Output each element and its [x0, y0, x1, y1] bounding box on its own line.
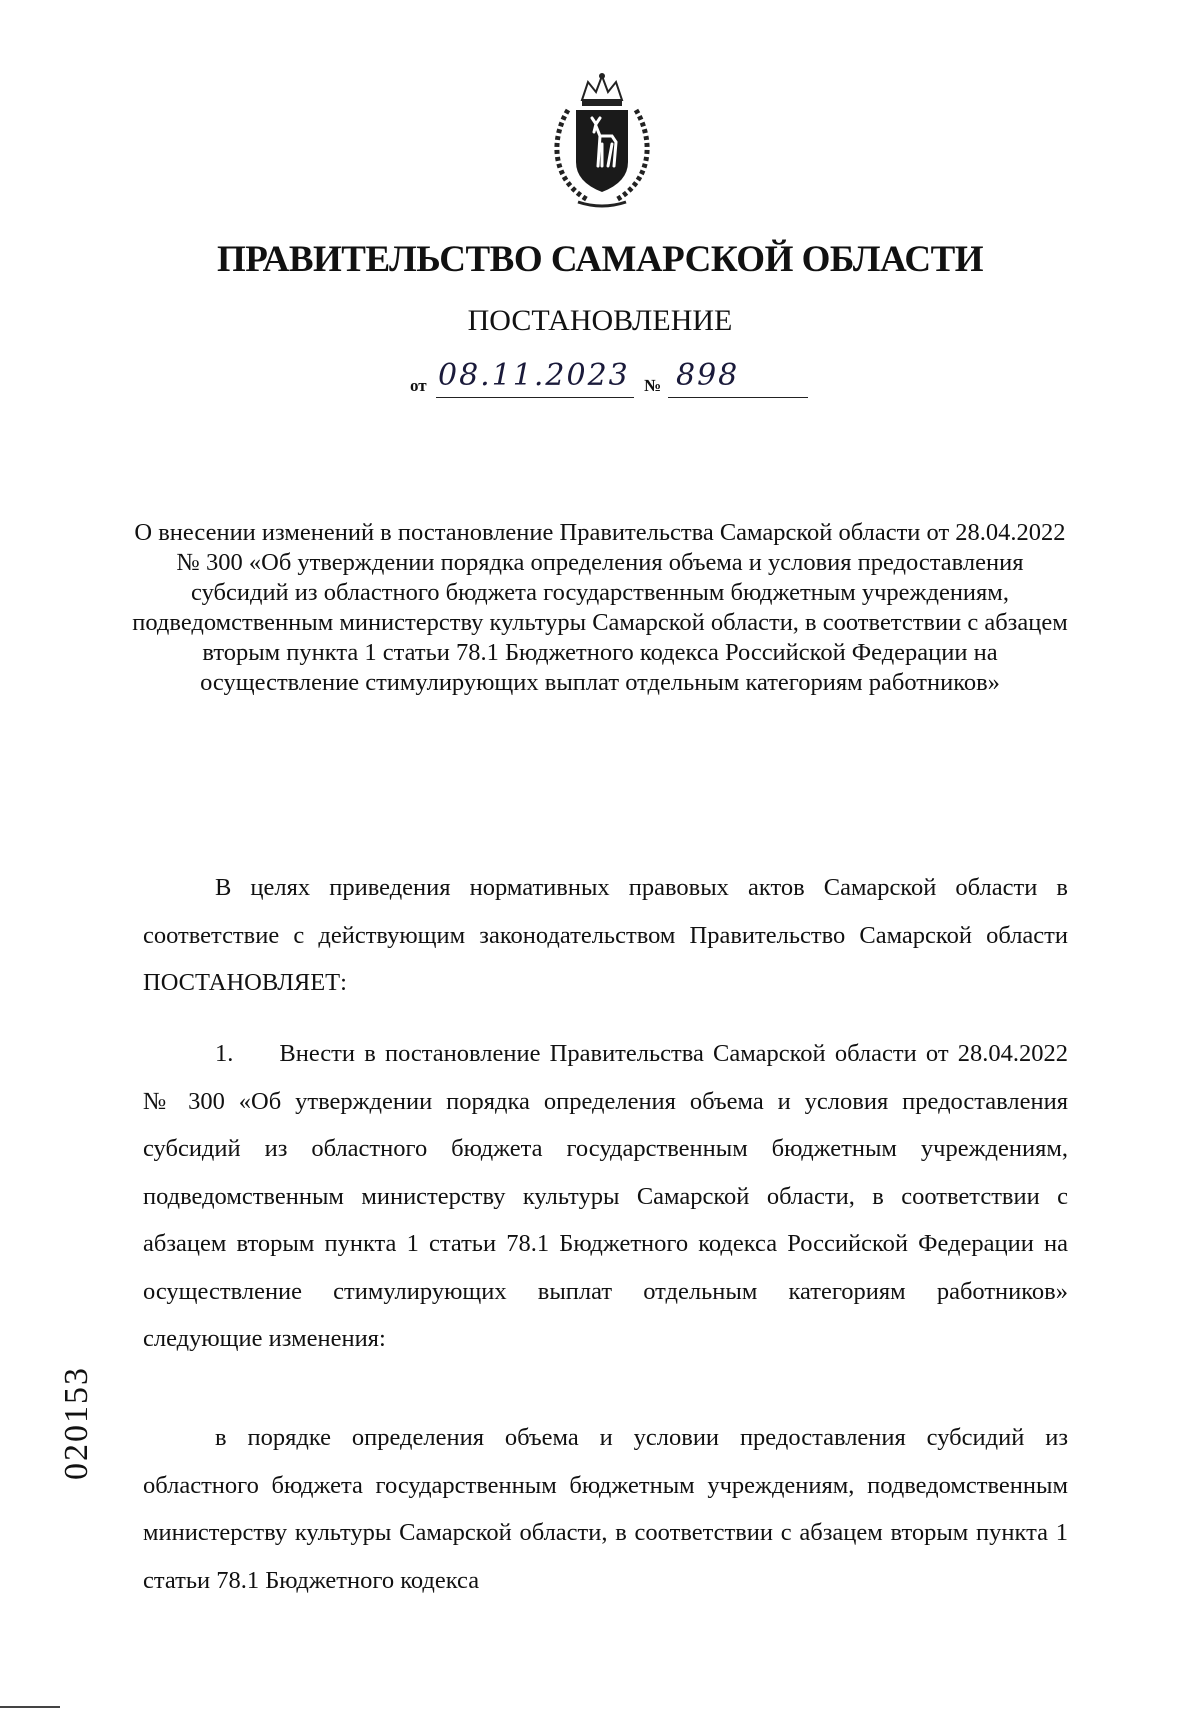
date-label: от: [410, 376, 427, 395]
document-type: ПОСТАНОВЛЕНИЕ: [467, 304, 733, 337]
government-title: ПРАВИТЕЛЬСТВО САМАРСКОЙ ОБЛАСТИ: [216, 239, 984, 280]
item-1-text: Внести в постановление Правительства Самарской области от 28.04.2022 № 300 «Об утверждении порядка определения объема и условия предоставления субсидий из областного бюджета государственным бюджетным учреждениям, подведомственным министерству культуры Самарской области, в соответствии с абзацем вторым пункта 1 статьи 78.1 Бюджетного кодекса Российской Федерации на осуществление стимулирующих выплат отдельным категориям работников» следующие изменения:: [143, 1040, 1068, 1352]
intro-text: В целях приведения нормативных правовых актов Самарской области в соответствие с действующим законодательством Правительство Самарской области ПОСТАНОВЛЯЕТ:: [143, 874, 1068, 996]
date-underline: [436, 397, 634, 398]
serial-number: 020153: [58, 1366, 95, 1480]
number-label: №: [644, 376, 662, 395]
bottom-rule: [0, 1706, 60, 1708]
number-underline: [668, 397, 808, 398]
coat-of-arms-icon: [538, 70, 666, 210]
handwritten-date: 08.11.2023: [438, 358, 630, 393]
item-1-sub-paragraph: [143, 1414, 1068, 1604]
handwritten-number: 898: [676, 358, 740, 393]
document-subject: О внесении изменений в постановление Правительства Самарской области от 28.04.2022 № 300 «Об утверждении порядка определения объема и условия предоставления субсидий из областного бюджета государственным бюджетным учреждениям, подведомственным министерству культуры Самарской области, в соответствии с абзацем вторым пункта 1 статьи 78.1 Бюджетного кодекса Российской Федерации на осуществление стимулирующих выплат отдельным категориям работников»: [132, 519, 1068, 696]
date-number-line: [410, 360, 810, 404]
item-1-paragraph: [143, 1030, 1068, 1363]
item-1-number: 1.: [215, 1040, 234, 1067]
item-1-sub-text: в порядке определения объема и условии предоставления субсидий из областного бюджета государственным бюджетным учреждениям, подведомственным министерству культуры Самарской области, в соответствии с абзацем вторым пункта 1 статьи 78.1 Бюджетного кодекса: [143, 1424, 1068, 1594]
intro-paragraph: [143, 864, 1068, 1007]
